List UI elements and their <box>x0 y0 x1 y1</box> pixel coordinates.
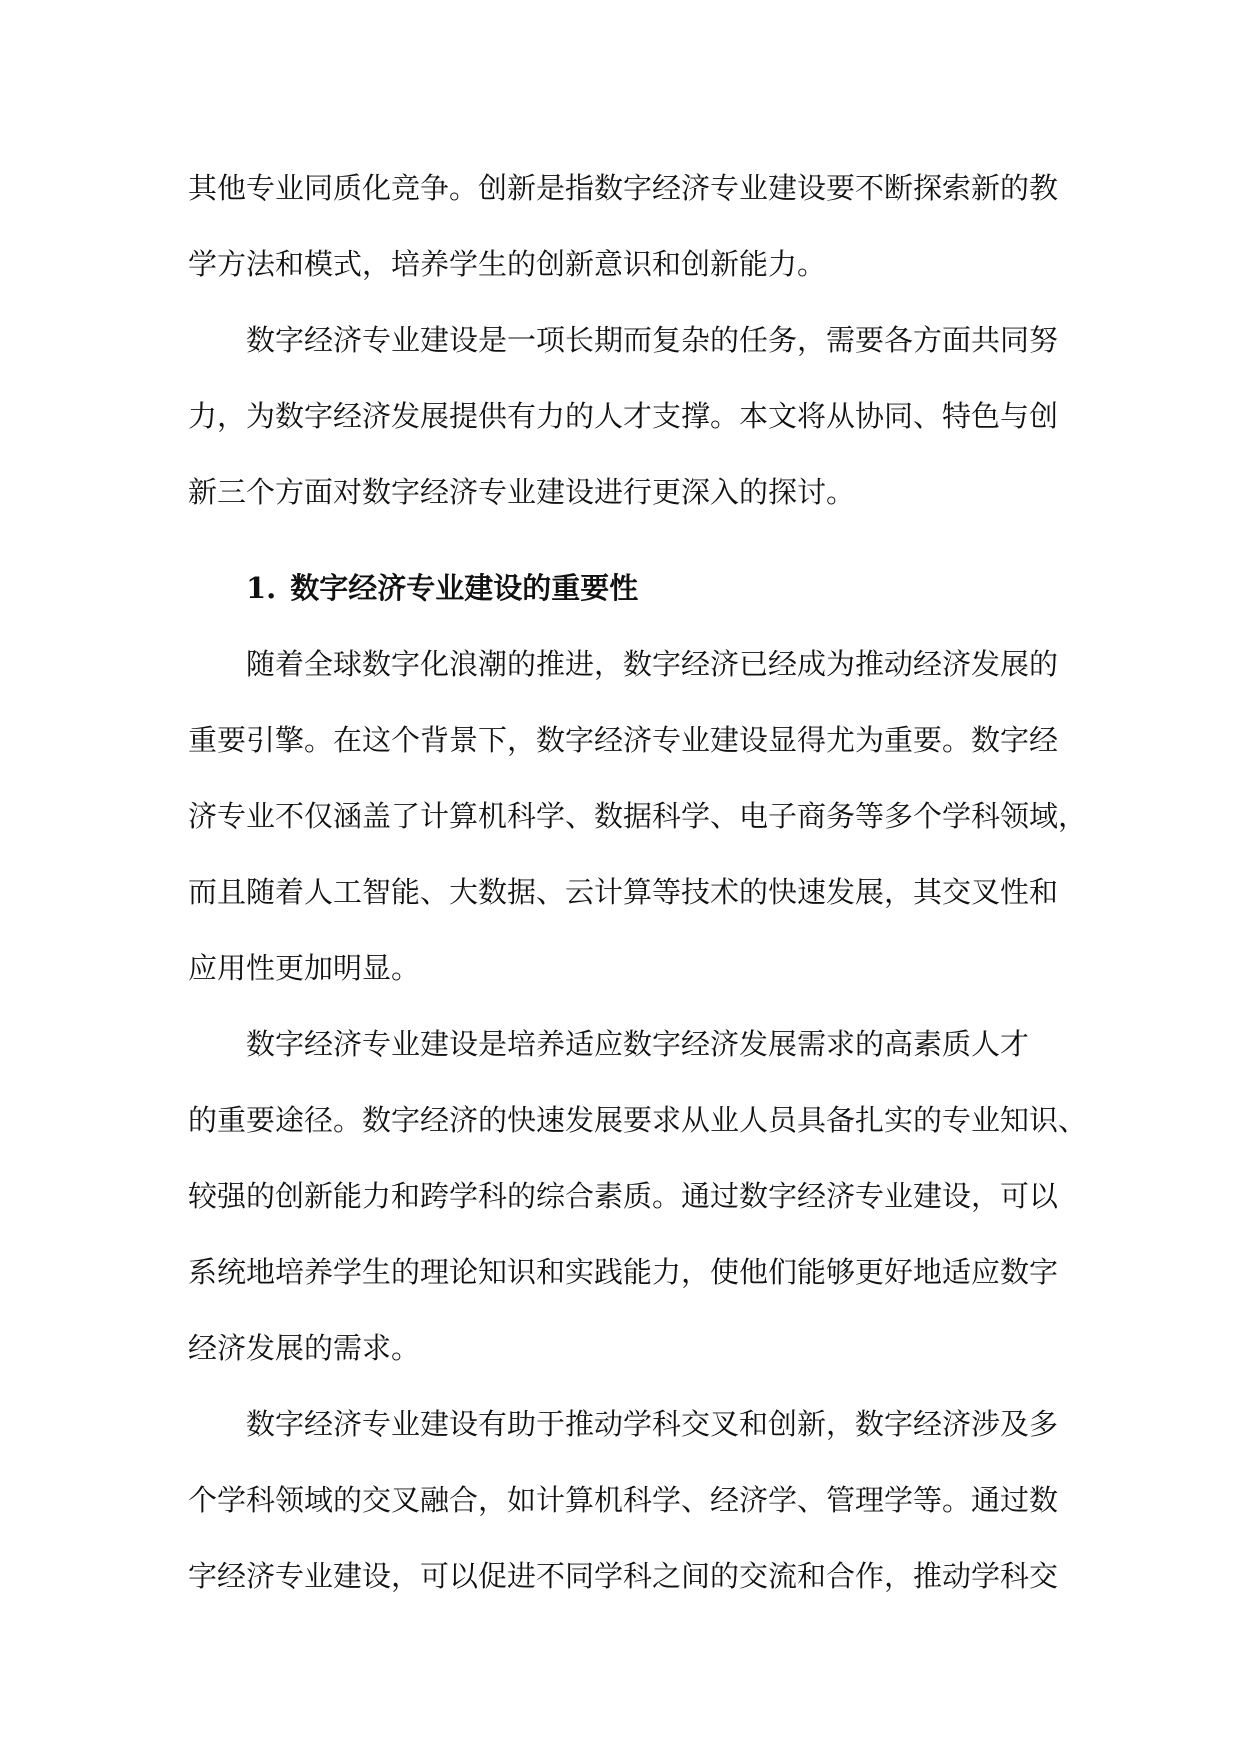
text-line: 数字经济专业建设是培养适应数字经济发展需求的高素质人才 <box>246 1027 1030 1061</box>
text-line: 力，为数字经济发展提供有力的人才支撑。本文将从协同、特色与创 <box>188 399 1059 433</box>
text-line: 应用性更加明显。 <box>188 951 421 985</box>
text-line: 学方法和模式，培养学生的创新意识和创新能力。 <box>188 247 827 281</box>
text-line: 个学科领域的交叉融合，如计算机科学、经济学、管理学等。通过数 <box>188 1483 1059 1517</box>
text-line: 的重要途径。数字经济的快速发展要求从业人员具备扎实的专业知识、 <box>188 1103 1088 1137</box>
text-line: 济专业不仅涵盖了计算机科学、数据科学、电子商务等多个学科领域， <box>188 799 1088 833</box>
section-title: 数字经济专业建设的重要性 <box>290 571 639 605</box>
text-line: 数字经济专业建设有助于推动学科交叉和创新，数字经济涉及多 <box>246 1407 1059 1441</box>
section-number: 1. <box>246 571 277 605</box>
text-line: 数字经济专业建设是一项长期而复杂的任务，需要各方面共同努 <box>246 323 1059 357</box>
section-heading <box>188 550 1054 626</box>
text-line: 随着全球数字化浪潮的推进，数字经济已经成为推动经济发展的 <box>246 647 1059 681</box>
text-line: 较强的创新能力和跨学科的综合素质。通过数字经济专业建设，可以 <box>188 1179 1059 1213</box>
text-line: 而且随着人工智能、大数据、云计算等技术的快速发展，其交叉性和 <box>188 875 1059 909</box>
paragraph-continuation <box>188 150 1059 302</box>
text-line: 经济发展的需求。 <box>188 1331 421 1365</box>
paragraph <box>188 626 1088 1006</box>
document-page <box>188 150 1088 1614</box>
text-line: 字经济专业建设，可以促进不同学科之间的交流和合作，推动学科交 <box>188 1559 1059 1593</box>
text-line: 新三个方面对数字经济专业建设进行更深入的探讨。 <box>188 475 856 509</box>
text-line: 其他专业同质化竞争。创新是指数字经济专业建设要不断探索新的教 <box>188 171 1059 205</box>
paragraph <box>188 302 1059 530</box>
text-line: 系统地培养学生的理论知识和实践能力，使他们能够更好地适应数字 <box>188 1255 1059 1289</box>
paragraph <box>188 1006 1088 1386</box>
paragraph <box>188 1386 1059 1614</box>
text-line: 重要引擎。在这个背景下，数字经济专业建设显得尤为重要。数字经 <box>188 723 1059 757</box>
